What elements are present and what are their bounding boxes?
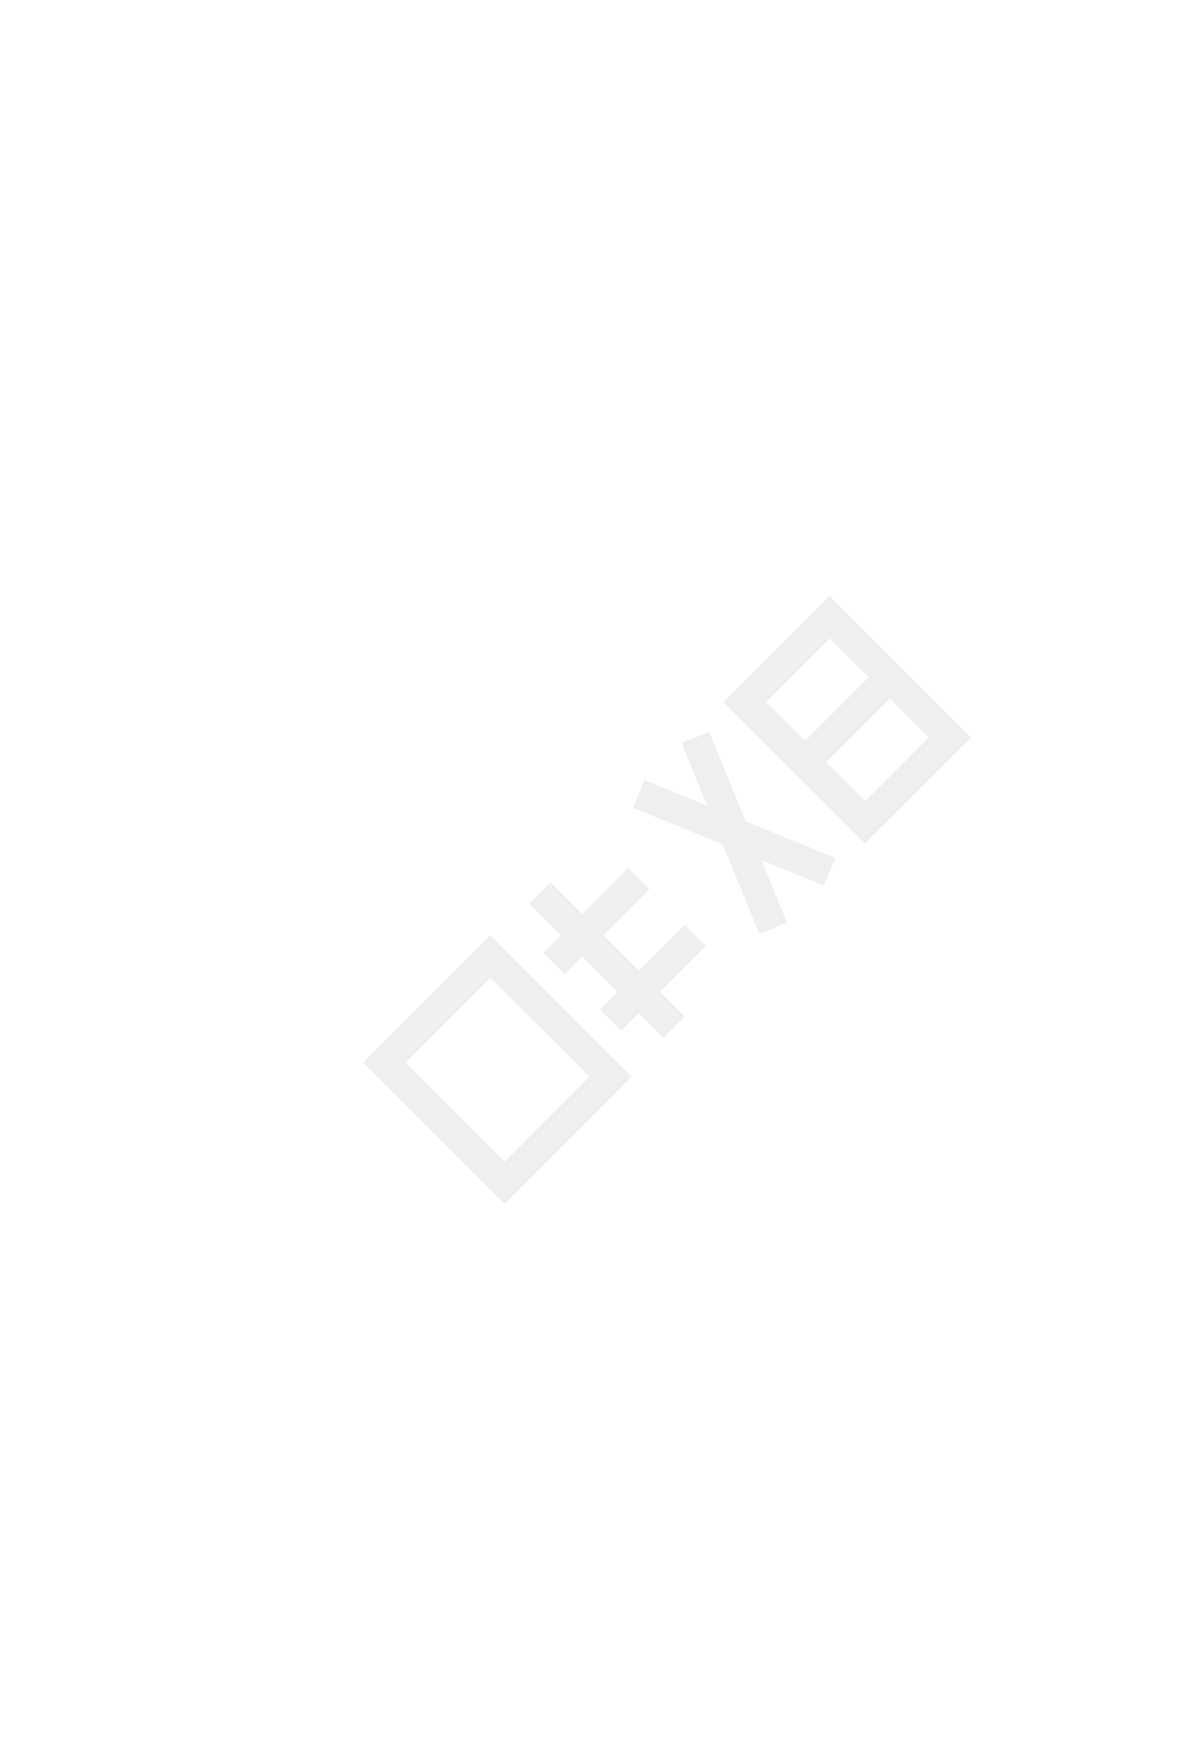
- watermark: [280, 520, 1040, 1280]
